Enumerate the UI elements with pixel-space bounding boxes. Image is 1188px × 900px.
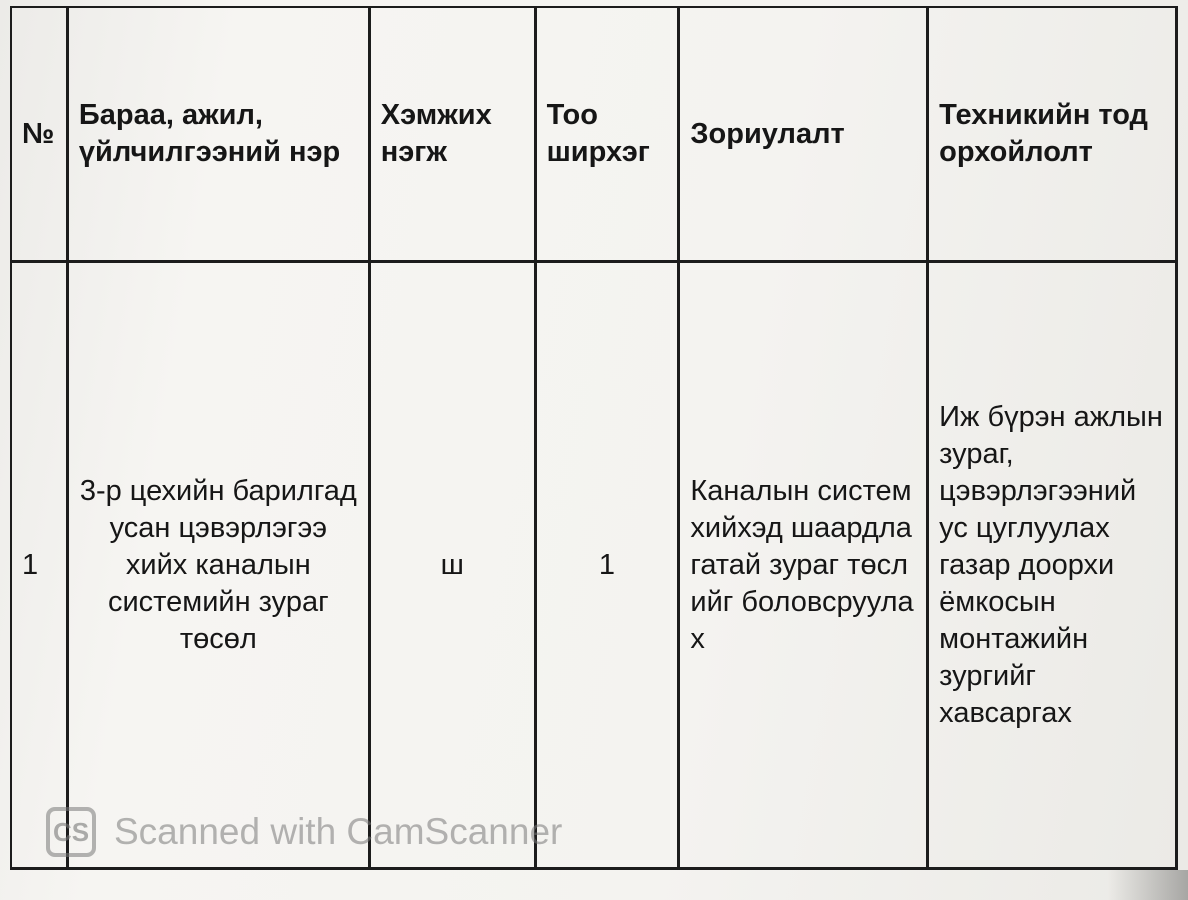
page-edge-shadow (1108, 870, 1188, 900)
cell-technical-spec: Иж бүрэн ажлын зураг, цэвэрлэгээний ус цуглуулах газар доорхи ёмкосын монтажийн зургийг хавсаргах (928, 262, 1177, 869)
watermark-text: Scanned with CamScanner (114, 811, 563, 852)
header-quantity: Тоо ширхэг (535, 7, 679, 262)
table-row (11, 262, 1177, 869)
header-purpose: Зориулалт (679, 7, 928, 262)
specification-table (10, 6, 1178, 870)
cell-number: 1 (11, 262, 67, 869)
table-header-row (11, 7, 1177, 262)
cell-unit: ш (369, 262, 535, 869)
camscanner-logo-icon: CS (46, 807, 96, 857)
header-technical-spec: Техникийн тодорхойлолт (928, 7, 1177, 262)
header-unit: Хэмжих нэгж (369, 7, 535, 262)
cell-quantity: 1 (535, 262, 679, 869)
header-number: № (11, 7, 67, 262)
cell-item-name: 3-р цехийн барилгад усан цэвэрлэгээ хийх каналын системийн зураг төсөл (67, 262, 369, 869)
camscanner-watermark (46, 804, 562, 860)
header-item-name: Бараа, ажил, үйлчилгээний нэр (67, 7, 369, 262)
cell-purpose: Каналын систем хийхэд шаардлагатай зураг төслийг боловсруулах (679, 262, 928, 869)
